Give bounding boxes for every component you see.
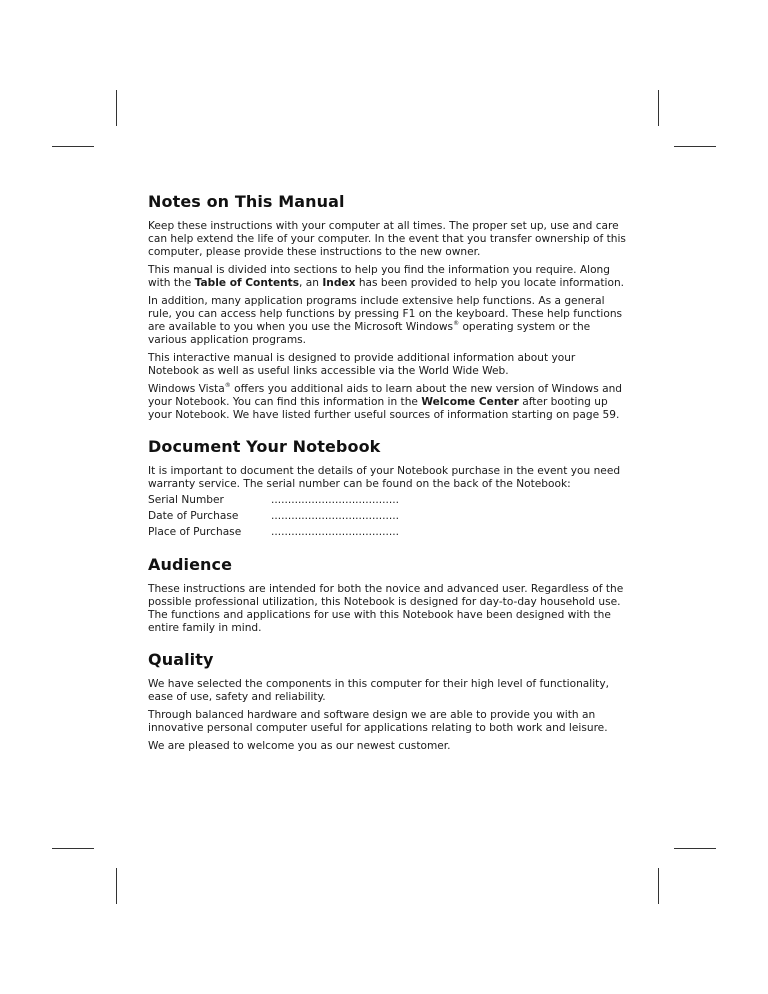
crop-mark-top-left-v	[116, 90, 117, 126]
heading-quality: Quality	[148, 650, 214, 669]
toc-bold-text: Table of Contents	[194, 277, 300, 289]
page-content	[148, 192, 628, 768]
document-paragraph-1: It is important to document the details of your Notebook purchase in the event you need warranty service. The serial number can be found on the back of the Notebook:	[148, 465, 621, 490]
crop-mark-bottom-right-v	[658, 868, 659, 904]
field-label: Place of Purchase	[148, 526, 242, 538]
welcome-center-bold-text: Welcome Center	[421, 396, 519, 408]
field-place-of-purchase	[148, 524, 628, 540]
crop-mark-bottom-left-h	[52, 848, 94, 849]
crop-mark-top-left-h	[52, 146, 94, 147]
field-label: Date of Purchase	[148, 510, 239, 522]
crop-mark-bottom-right-h	[674, 848, 716, 849]
heading-notes-on-manual: Notes on This Manual	[148, 192, 345, 211]
section-notes-on-manual	[148, 192, 628, 422]
index-bold-text: Index	[322, 277, 356, 289]
notes-paragraph-2: This manual is divided into sections to help you find the information you require. Along with the Table of Contents, an Index has been provided to help you locate information.	[148, 264, 625, 289]
section-quality	[148, 650, 628, 753]
quality-paragraph-3: We are pleased to welcome you as our newest customer.	[148, 740, 451, 752]
quality-paragraph-1: We have selected the components in this computer for their high level of functionality, ease of use, safety and reliability.	[148, 678, 609, 703]
field-serial-number	[148, 492, 628, 508]
section-audience	[148, 555, 628, 635]
quality-paragraph-2: Through balanced hardware and software design we are able to provide you with an innovative personal computer useful for applications relating to both work and leisure.	[148, 709, 608, 734]
field-blank: ......................................	[271, 526, 399, 538]
field-blank: ......................................	[271, 494, 399, 506]
notes-paragraph-4: This interactive manual is designed to provide additional information about your Notebook as well as useful links accessible via the World Wide Web.	[148, 352, 576, 377]
field-date-of-purchase	[148, 508, 628, 524]
section-document-notebook	[148, 437, 628, 540]
field-blank: ......................................	[271, 510, 399, 522]
heading-document-notebook: Document Your Notebook	[148, 437, 381, 456]
heading-audience: Audience	[148, 555, 233, 574]
crop-mark-top-right-h	[674, 146, 716, 147]
crop-mark-bottom-left-v	[116, 868, 117, 904]
notes-paragraph-5: Windows Vista® offers you additional aids to learn about the new version of Windows and your Notebook. You can find this information in the Welcome Center after booting up your Notebook. We have listed further useful sources of information starting on page 59.	[148, 382, 623, 421]
notes-paragraph-3: In addition, many application programs include extensive help functions. As a general rule, you can access help functions by pressing F1 on the keyboard. These help functions are available to you when you use the Microsoft Windows® operating system or the various application programs.	[148, 295, 623, 346]
audience-paragraph-1: These instructions are intended for both the novice and advanced user. Regardless of the possible professional utilization, this Notebook is designed for day-to-day household use. The functions and applications for use with this Notebook have been designed with the entire family in mind.	[148, 583, 624, 634]
field-label: Serial Number	[148, 494, 224, 506]
notes-paragraph-1: Keep these instructions with your computer at all times. The proper set up, use and care can help extend the life of your computer. In the event that you transfer ownership of this computer, please provide these instructions to the new owner.	[148, 220, 626, 258]
crop-mark-top-right-v	[658, 90, 659, 126]
